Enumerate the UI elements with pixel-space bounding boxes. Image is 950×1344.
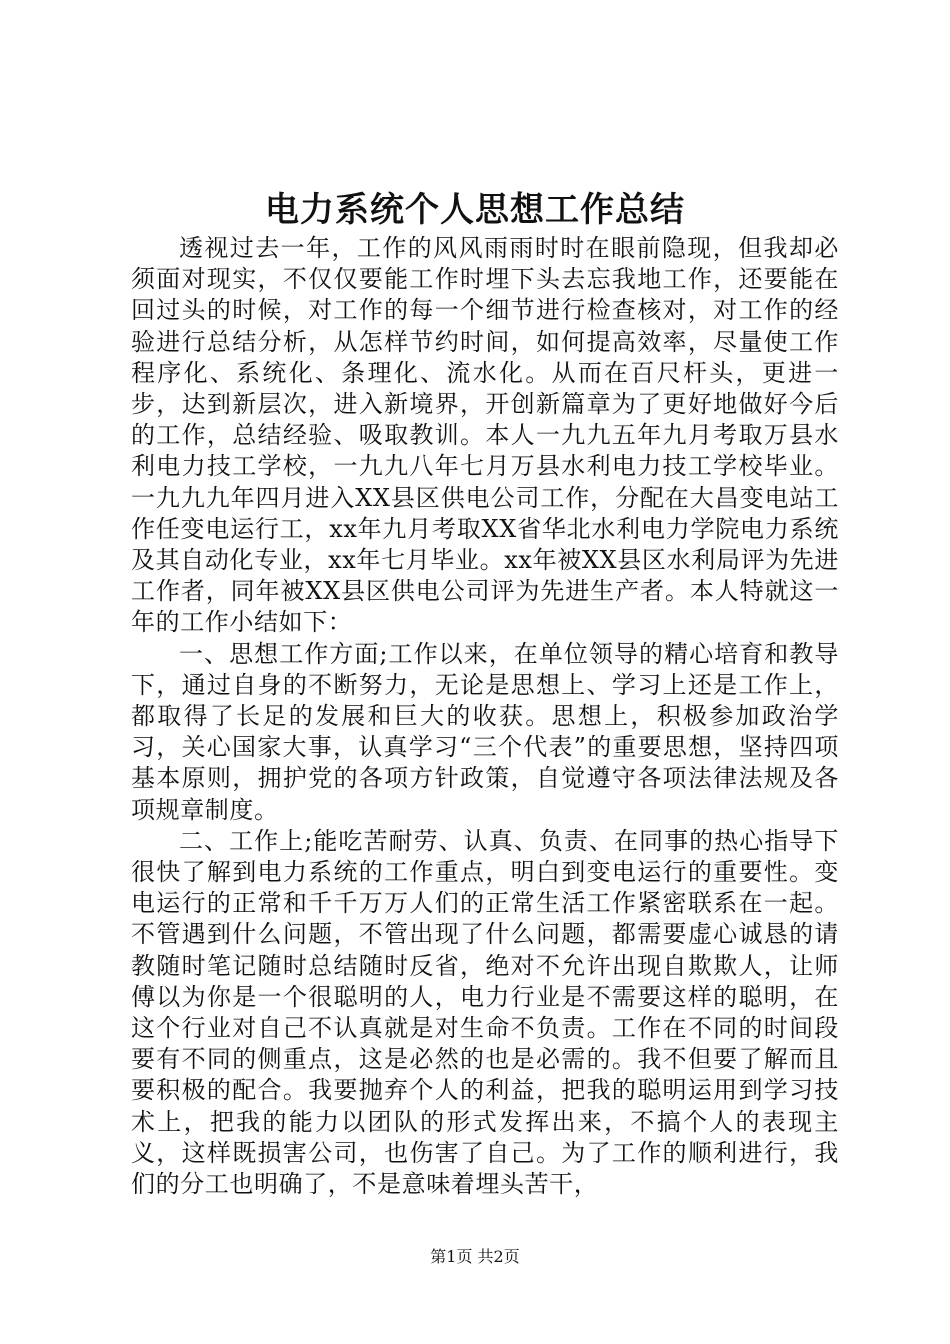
document-body [131,233,839,1200]
paragraph-work: 二、工作上;能吃苦耐劳、认真、负责、在同事的热心指导下很快了解到电力系统的工作重点，明白到变电运行的重要性。变电运行的正常和千千万万人们的正常生活工作紧密联系在一起。不管遇到什么问题，不管出现了什么问题，都需要虚心诚恳的请教随时笔记随时总结随时反省，绝对不允许出现自欺欺人，让师傅以为你是一个很聪明的人，电力行业是不需要这样的聪明，在这个行业对自己不认真就是对生命不负责。工作在不同的时间段要有不同的侧重点，这是必然的也是必需的。我不但要了解而且要积极的配合。我要抛弃个人的利益，把我的聪明运用到学习技术上，把我的能力以团队的形式发挥出来，不搞个人的表现主义，这样既损害公司，也伤害了自己。为了工作的顺利进行，我们的分工也明确了，不是意味着埋头苦干， [131,826,839,1199]
document-title: 电力系统个人思想工作总结 [265,190,685,230]
paragraph-intro: 透视过去一年，工作的风风雨雨时时在眼前隐现，但我却必须面对现实，不仅仅要能工作时埋下头去忘我地工作，还要能在回过头的时候，对工作的每一个细节进行检查核对，对工作的经验进行总结分析，从怎样节约时间，如何提高效率，尽量使工作程序化、系统化、条理化、流水化。从而在百尺杆头，更进一步，达到新层次，进入新境界，开创新篇章为了更好地做好今后的工作，总结经验、吸取教训。本人一九九五年九月考取万县水利电力技工学校，一九九八年七月万县水利电力技工学校毕业。一九九九年四月进入XX县区供电公司工作，分配在大昌变电站工作任变电运行工，xx年九月考取XX省华北水利电力学院电力系统及其自动化专业，xx年七月毕业。xx年被XX县区水利局评为先进工作者，同年被XX县区供电公司评为先进生产者。本人特就这一年的工作小结如下： [131,234,839,637]
page-footer: 第1页 共2页 [430,1247,520,1266]
paragraph-thought-work: 一、思想工作方面;工作以来，在单位领导的精心培育和教导下，通过自身的不断努力，无论是思想上、学习上还是工作上，都取得了长足的发展和巨大的收获。思想上，积极参加政治学习，关心国家大事，认真学习“三个代表”的重要思想，坚持四项基本原则，拥护党的各项方针政策，自觉遵守各项法律法规及各项规章制度。 [131,639,839,824]
